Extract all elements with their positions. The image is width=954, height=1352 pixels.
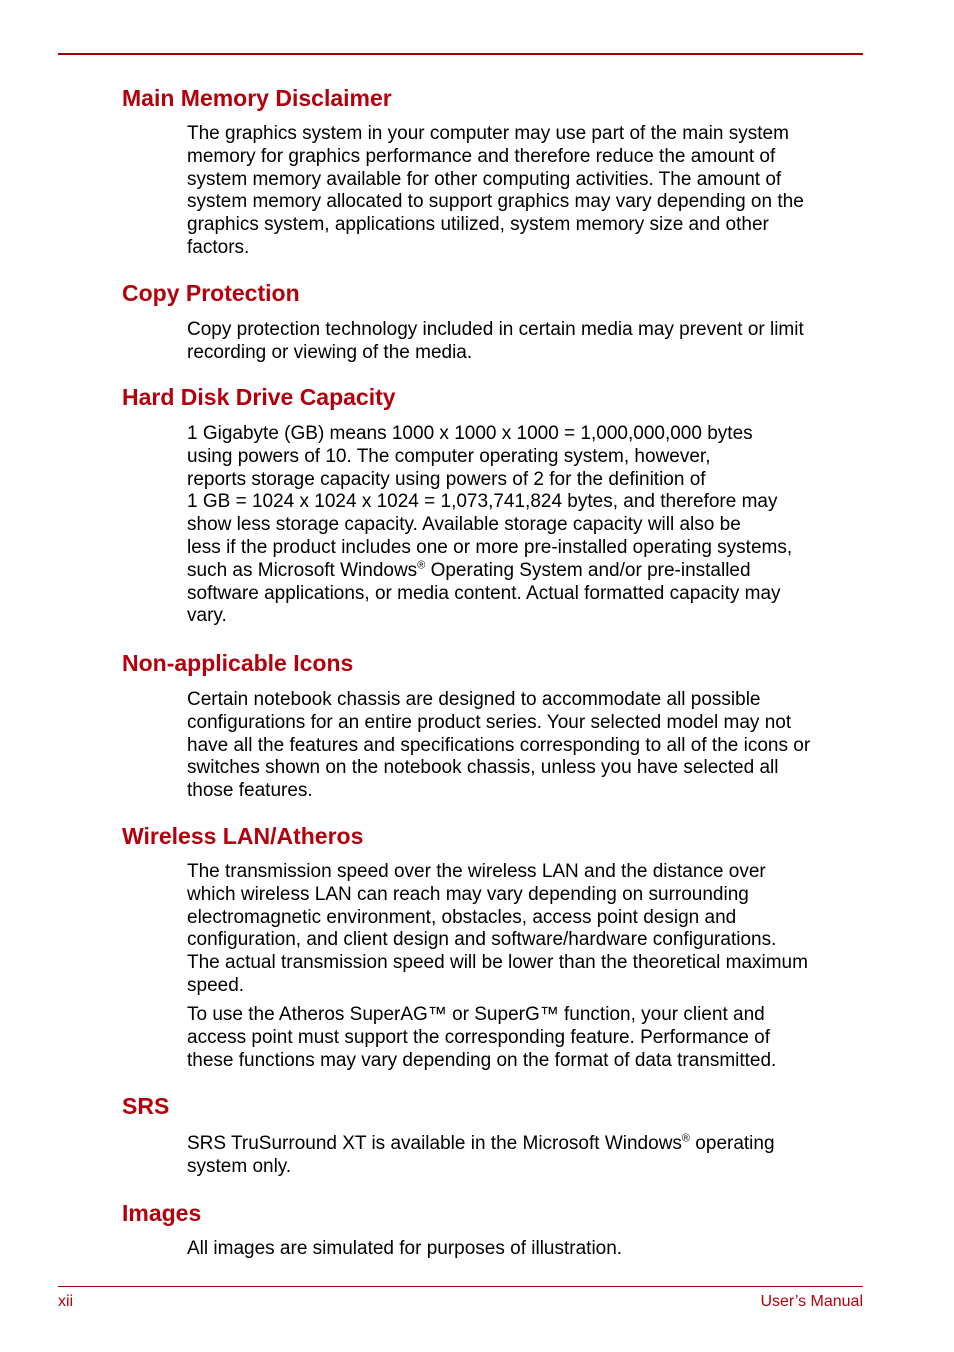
heading-wireless-lan: Wireless LAN/Atheros xyxy=(122,823,364,849)
heading-images: Images xyxy=(122,1200,202,1226)
heading-non-applicable-icons: Non-applicable Icons xyxy=(122,650,354,676)
footer-rule xyxy=(58,1286,863,1287)
para-wireless-lan-2: To use the Atheros SuperAG™ or SuperG™ function, your client and access point must support the corresponding feature. Performance of these functions may vary depending on the format of data transmitted. xyxy=(187,1004,777,1071)
para-main-memory-disclaimer: The graphics system in your computer may use part of the main system memory for graphics performance and therefore reduce the amount of system memory available for other computing activities. The amount of system memory allocated to support graphics may vary depending on the graphics system, applications utilized, system memory size and other factors. xyxy=(187,123,804,258)
heading-copy-protection: Copy Protection xyxy=(122,280,300,306)
para-hard-disk-drive-capacity xyxy=(187,423,867,628)
header-rule xyxy=(58,53,863,55)
registered-mark: ® xyxy=(681,1132,691,1145)
para-hdd-part2: Operating System and/or pre-installed software applications, or media content. Actual formatted capacity may vary. xyxy=(187,559,781,627)
para-srs xyxy=(187,1133,867,1179)
para-hdd-part1: 1 Gigabyte (GB) means 1000 x 1000 x 1000 = 1,000,000,000 bytes using powers of 10. The computer operating system, however, reports storage capacity using powers of 2 for the definition of 1 GB = 1024 x 1024 x 1024 = 1,073,741,824 bytes, and therefore may show less storage capacity. Available storage capacity will also be less if the product includes one or more pre-installed operating systems, such as Microsoft Windows xyxy=(187,423,793,581)
page-number: xii xyxy=(58,1293,74,1310)
heading-srs: SRS xyxy=(122,1093,170,1119)
registered-mark: ® xyxy=(417,559,426,572)
para-wireless-lan-1: The transmission speed over the wireless LAN and the distance over which wireless LAN can reach may vary depending on surrounding electromagnetic environment, obstacles, access point design and configuration, and client design and software/hardware configurations. The actual transmission speed will be lower than the theoretical maximum speed. xyxy=(187,861,808,996)
para-srs-part1: SRS TruSurround XT is available in the Microsoft Windows xyxy=(187,1133,682,1154)
para-non-applicable-icons: Certain notebook chassis are designed to accommodate all possible configurations for an entire product series. Your selected model may not have all the features and specifications corresponding to all of the icons or switches shown on the notebook chassis, unless you have selected all those features. xyxy=(187,689,811,802)
manual-title: User’s Manual xyxy=(760,1293,863,1310)
para-copy-protection: Copy protection technology included in certain media may prevent or limit recording or viewing of the media. xyxy=(187,319,804,363)
para-images: All images are simulated for purposes of illustration. xyxy=(187,1238,623,1259)
heading-main-memory-disclaimer: Main Memory Disclaimer xyxy=(122,85,392,111)
heading-hard-disk-drive-capacity: Hard Disk Drive Capacity xyxy=(122,384,396,410)
para-srs-part2: operating system only. xyxy=(187,1133,775,1177)
